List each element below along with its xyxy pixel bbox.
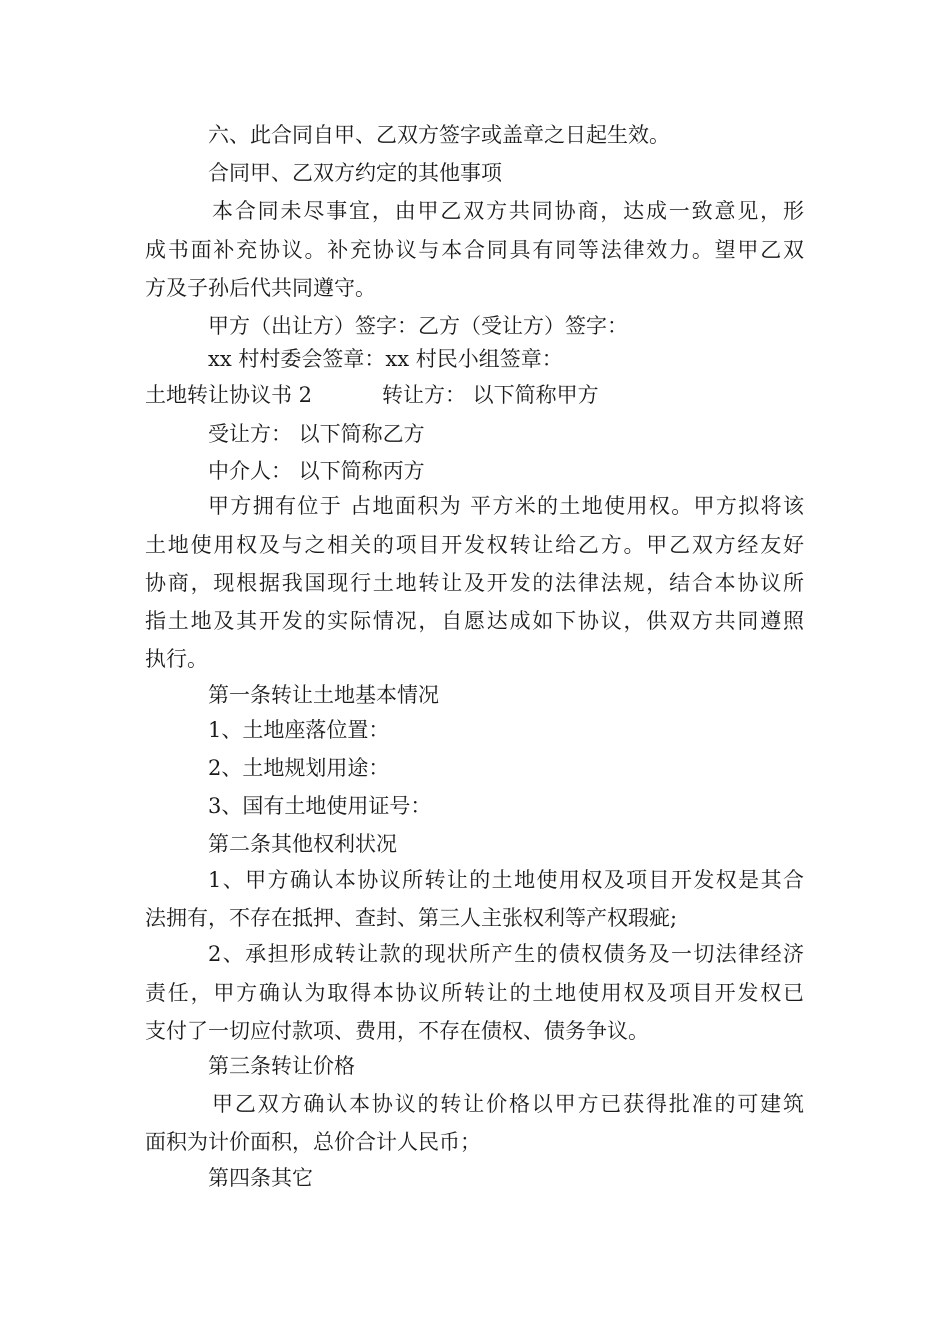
text-line: 2、承担形成转让款的现状所产生的债权债务及一切法律经济	[208, 942, 804, 966]
list-item: 2、土地规划用途：	[208, 756, 390, 780]
article-heading: 第四条其它	[208, 1166, 313, 1190]
signature-line: 甲方（出让方）签字：乙方（受让方）签字：	[208, 314, 628, 338]
text-line: 甲乙双方确认本协议的转让价格以甲方已获得批准的可建筑	[212, 1092, 804, 1116]
text-line: 成书面补充协议。补充协议与本合同具有同等法律效力。望甲乙双	[145, 238, 804, 262]
text-line: 执行。	[145, 647, 208, 671]
article-heading: 第二条其他权利状况	[208, 832, 397, 856]
list-item: 1、土地座落位置：	[208, 718, 390, 742]
seal-line: xx 村村委会签章：xx 村民小组签章：	[208, 347, 563, 371]
text-line: 支付了一切应付款项、费用，不存在债权、债务争议。	[145, 1019, 649, 1043]
text-line: 方及子孙后代共同遵守。	[145, 276, 376, 300]
text-line: 1、甲方确认本协议所转让的土地使用权及项目开发权是其合	[208, 868, 804, 892]
party-line: 中介人： 以下简称丙方	[208, 459, 425, 483]
text-line: 面积为计价面积，总价合计人民币；	[145, 1130, 481, 1154]
text-line: 本合同未尽事宜，由甲乙双方共同协商，达成一致意见，形	[212, 199, 804, 223]
text-line: 法拥有，不存在抵押、查封、第三人主张权利等产权瑕疵;	[145, 906, 678, 930]
text-line: 土地使用权及与之相关的项目开发权转让给乙方。甲乙双方经友好	[145, 533, 804, 557]
list-item: 3、国有土地使用证号：	[208, 794, 432, 818]
text-line: 责任，甲方确认为取得本协议所转让的土地使用权及项目开发权已	[145, 981, 804, 1005]
text-line: 六、此合同自甲、乙双方签字或盖章之日起生效。	[208, 123, 670, 147]
text-line: 指土地及其开发的实际情况，自愿达成如下协议，供双方共同遵照	[145, 609, 804, 633]
party-line: 转让方： 以下简称甲方	[382, 383, 599, 407]
article-heading: 第一条转让土地基本情况	[208, 683, 439, 707]
party-line: 受让方： 以下简称乙方	[208, 422, 425, 446]
section-title: 土地转让协议书 2	[145, 383, 313, 407]
text-line: 协商，现根据我国现行土地转让及开发的法律法规，结合本协议所	[145, 571, 804, 595]
article-heading: 第三条转让价格	[208, 1054, 355, 1078]
text-line: 合同甲、乙双方约定的其他事项	[208, 161, 502, 185]
text-line: 甲方拥有位于 占地面积为 平方米的土地使用权。甲方拟将该	[208, 494, 804, 518]
